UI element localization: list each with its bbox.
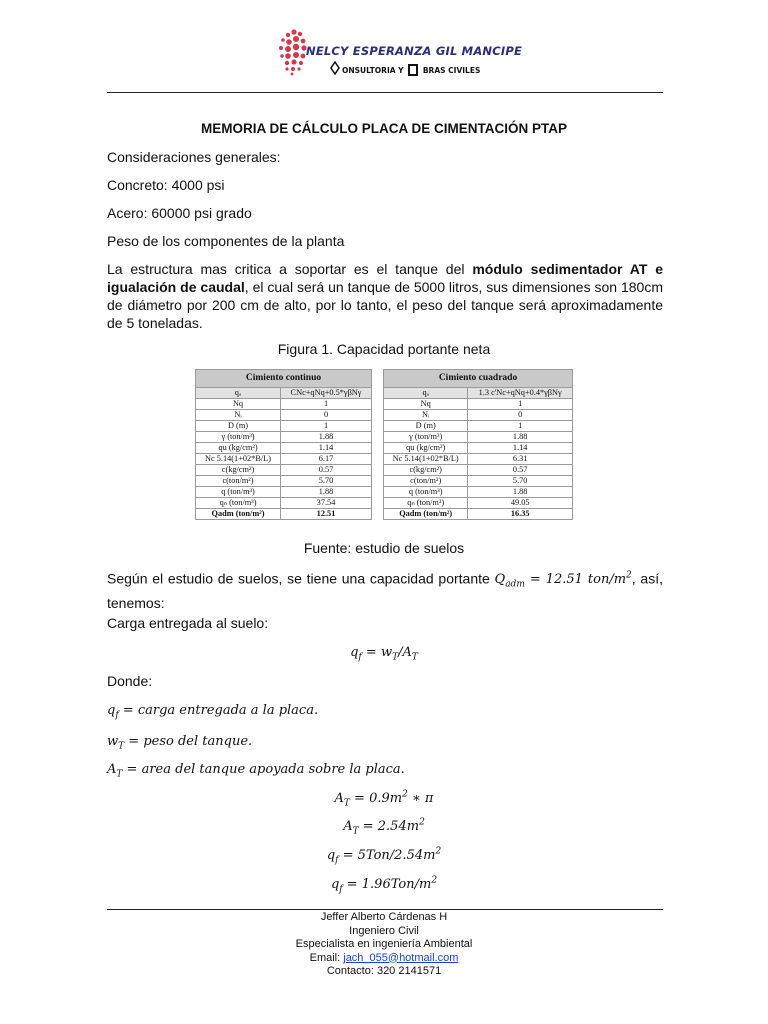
- table-cell-value: 1: [468, 399, 573, 410]
- table-row: [384, 432, 573, 443]
- footer-name: Jeffer Alberto Cárdenas H: [320, 911, 448, 923]
- table-cell-value: 1.88: [281, 432, 372, 443]
- footer-contact: Contacto: 320 2141571: [326, 965, 442, 977]
- table-cell-parameter: Nq: [384, 399, 468, 410]
- table-cell-value: 0: [281, 410, 372, 421]
- definition-at: $A_T$ = area del tanque apoyada sobre la placa.: [107, 762, 405, 780]
- table-cell-parameter: Nc 5.14(1+02*B/L): [196, 454, 281, 465]
- definition-wt: $w_T$ = peso del tanque.: [107, 734, 253, 752]
- capacity-text-b: , así, tenemos:: [107, 570, 663, 611]
- equation-area-formula: $A_T = 0.9m^2$ ∗ π: [334, 789, 434, 809]
- table-cell-value: 0.57: [468, 465, 573, 476]
- table-row: [196, 498, 372, 509]
- table-cell-parameter: γ (ton/m³): [196, 432, 281, 443]
- table-row: [384, 443, 573, 454]
- table-row: [196, 410, 372, 421]
- table-cell-parameter: Qadm (ton/m²): [196, 509, 281, 520]
- equation-main: $q_f = w_T/A_T$: [350, 645, 418, 663]
- table-row: [384, 421, 573, 432]
- table-row: [196, 421, 372, 432]
- table-cell-parameter: q (ton/m³): [196, 487, 281, 498]
- table-cell-value: 1.88: [468, 487, 573, 498]
- capacity-math: $Q_{adm} = 12.51$ ton/$m^2$: [494, 571, 632, 590]
- table-cell-parameter: c(ton/m²): [384, 476, 468, 487]
- table-cell-value: 49.05: [468, 498, 573, 509]
- company-name: NELCY ESPERANZA GIL MANCIPE: [306, 44, 523, 58]
- capacity-text-a: Según el estudio de suelos, se tiene una capacidad portante: [107, 570, 495, 587]
- table-cell-parameter: c(kg/cm²): [196, 465, 281, 476]
- header-divider: [107, 92, 663, 93]
- footer-divider: [107, 909, 663, 910]
- footer-specialty: Especialista en ingeniería Ambiental: [295, 938, 473, 950]
- table-cell-parameter: Nᵢ: [384, 410, 468, 421]
- table-cell-value: 5.70: [468, 476, 573, 487]
- table-cell-parameter: Nᵢ: [196, 410, 281, 421]
- table-cell-value: 37.54: [281, 498, 372, 509]
- table-cell-parameter: c(ton/m²): [196, 476, 281, 487]
- table-cell-value: 1.88: [281, 487, 372, 498]
- table-cell-value: 6.31: [468, 454, 573, 465]
- table-cell-parameter: qu (kg/cm²): [384, 443, 468, 454]
- table-row: [384, 410, 573, 421]
- table-row: [384, 465, 573, 476]
- table-cell-value: 1: [281, 421, 372, 432]
- footer-role: Ingeniero Civil: [349, 924, 419, 937]
- table-cell-parameter: qₐ: [384, 388, 468, 399]
- equation-load-formula: $q_f = 5Ton/2.54m^2$: [326, 846, 442, 866]
- table-continuous-footing: [195, 369, 372, 520]
- tagline-part2: BRAS CIVILES: [422, 66, 481, 75]
- table-title: Cimiento continuo: [196, 370, 372, 388]
- paragraph-concrete: Concreto: 4000 psi: [107, 177, 225, 193]
- table-cell-parameter: γ (ton/m³): [384, 432, 468, 443]
- table-cell-value: 1: [281, 399, 372, 410]
- definition-qf: $q_f$ = carga entregada a la placa.: [107, 703, 319, 721]
- table-cell-value: 0.57: [281, 465, 372, 476]
- table-cell-value: 16.35: [468, 509, 573, 520]
- table-cell-parameter: Qadm (ton/m²): [384, 509, 468, 520]
- paragraph-structure: [107, 260, 663, 332]
- table-cell-parameter: D (m): [384, 421, 468, 432]
- table-row: [196, 443, 372, 454]
- figure-caption: Figura 1. Capacidad portante neta: [277, 341, 491, 357]
- paragraph-components: Peso de los componentes de la planta: [107, 233, 345, 249]
- table-row: [384, 476, 573, 487]
- table-row: [196, 432, 372, 443]
- company-tagline: [342, 64, 480, 76]
- table-cell-parameter: qₙ (ton/m³): [196, 498, 281, 509]
- paragraph-structure-a: La estructura mas critica a soportar es el tanque del: [107, 261, 473, 277]
- table-row: [196, 509, 372, 520]
- square-bracket-icon: [408, 64, 418, 76]
- footer-email-label: Email:: [309, 951, 344, 964]
- table-cell-value: 5.70: [281, 476, 372, 487]
- table-cell-value: CNc+qNq+0.5*γβNγ: [281, 388, 372, 399]
- table-row: [384, 487, 573, 498]
- table-cell-parameter: qu (kg/cm²): [196, 443, 281, 454]
- footer-email-link[interactable]: jach_055@hotmail.com: [343, 951, 459, 964]
- table-cell-value: 1: [468, 421, 573, 432]
- diamond-icon: [330, 61, 340, 75]
- table-row: [196, 476, 372, 487]
- table-row: [196, 487, 372, 498]
- table-cell-parameter: q (ton/m³): [384, 487, 468, 498]
- paragraph-steel: Acero: 60000 psi grado: [107, 205, 252, 221]
- tagline-part1: ONSULTORIA Y: [342, 66, 404, 75]
- table-cell-value: 6.17: [281, 454, 372, 465]
- table-cell-parameter: qₐ: [196, 388, 281, 399]
- table-row: [384, 509, 573, 520]
- equation-load-value: $q_f = 1.96Ton/m^2$: [330, 875, 438, 895]
- table-row: [196, 465, 372, 476]
- paragraph-considerations: Consideraciones generales:: [107, 149, 281, 165]
- table-cell-value: 1.14: [281, 443, 372, 454]
- page-title: MEMORIA DE CÁLCULO PLACA DE CIMENTACIÓN PTAP: [201, 121, 567, 136]
- table-cell-value: 0: [468, 410, 573, 421]
- footer-email-line: [0, 952, 768, 966]
- table-row: [196, 388, 372, 399]
- table-cell-value: 12.51: [281, 509, 372, 520]
- footer: [0, 911, 768, 979]
- table-cell-value: 1.3 c'Nc+qNq+0.4*γβNγ: [468, 388, 573, 399]
- table-cell-parameter: Nq: [196, 399, 281, 410]
- table-row: [196, 454, 372, 465]
- paragraph-load: Carga entregada al suelo:: [107, 615, 269, 631]
- table-cell-parameter: D (m): [196, 421, 281, 432]
- table-row: [196, 399, 372, 410]
- table-row: [384, 388, 573, 399]
- table-square-footing: [383, 369, 573, 520]
- equation-area-value: $A_T = 2.54m^2$: [343, 817, 425, 837]
- figure-source: Fuente: estudio de suelos: [303, 540, 465, 556]
- table-row: [384, 399, 573, 410]
- paragraph-donde: Donde:: [107, 673, 153, 689]
- table-title: Cimiento cuadrado: [384, 370, 573, 388]
- table-row: [384, 498, 573, 509]
- table-cell-parameter: qₙ (ton/m³): [384, 498, 468, 509]
- table-cell-value: 1.88: [468, 432, 573, 443]
- paragraph-capacity: [107, 567, 663, 612]
- table-cell-parameter: Nc 5.14(1+02*B/L): [384, 454, 468, 465]
- table-cell-parameter: c(kg/cm²): [384, 465, 468, 476]
- company-logo: [276, 26, 523, 86]
- paragraph-structure-bold: módulo sedimentador AT e igualación de caudal: [107, 261, 663, 295]
- paragraph-structure-c: , el cual será un tanque de 5000 litros, sus dimensiones son 180cm de diámetro por 200 cm de alto, por lo tanto, el peso del tanque será aproximadamente de 5 toneladas.: [107, 279, 664, 331]
- table-cell-value: 1.14: [468, 443, 573, 454]
- table-row: [384, 454, 573, 465]
